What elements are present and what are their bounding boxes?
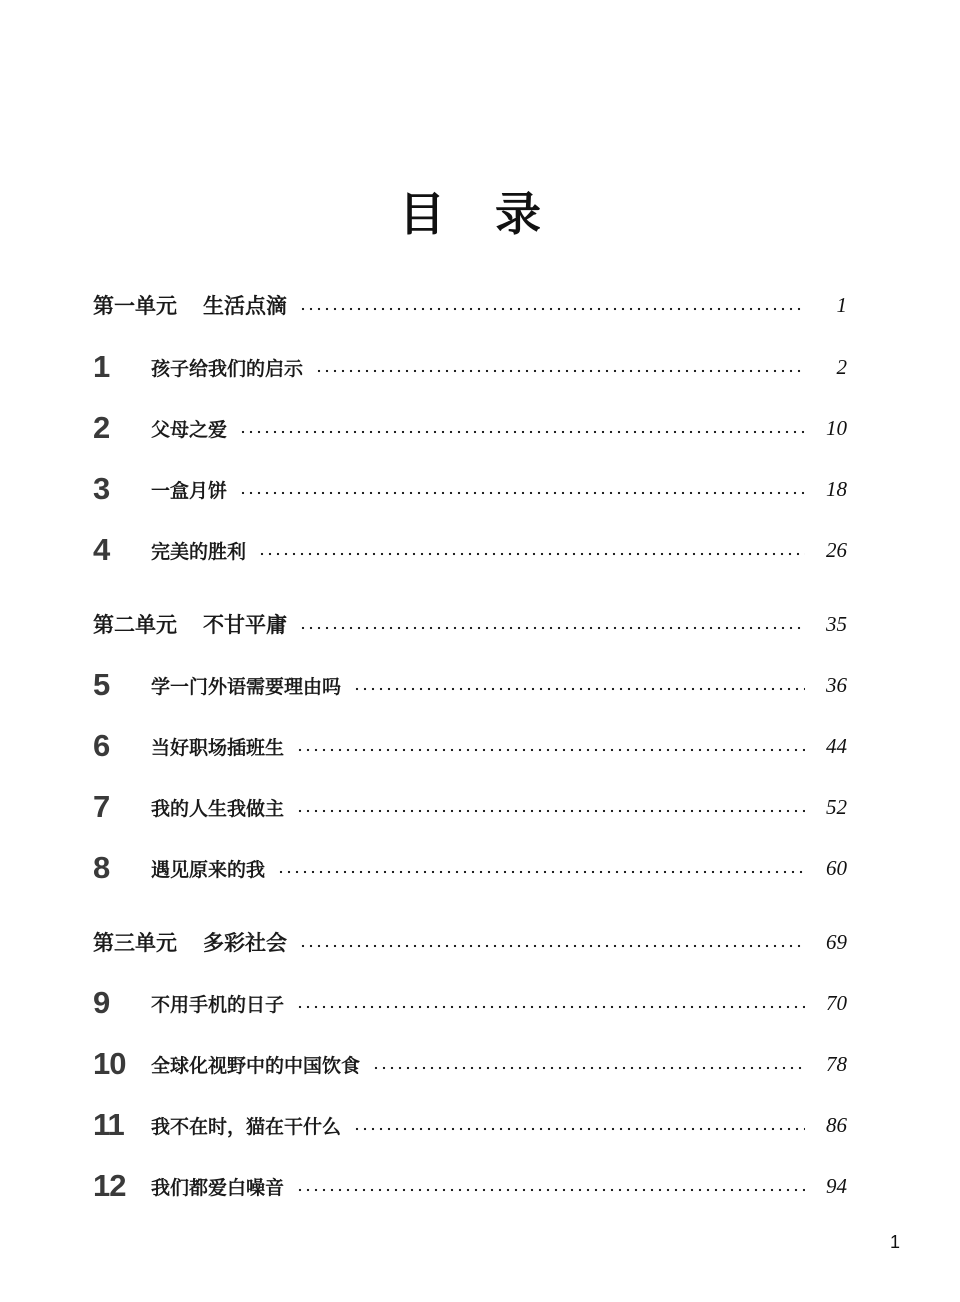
dot-leader — [239, 430, 805, 434]
toc-lesson-row[interactable] — [93, 729, 847, 763]
toc-lesson-row[interactable] — [93, 668, 847, 702]
lesson-number: 11 — [93, 1107, 124, 1142]
dot-leader — [239, 491, 805, 495]
title-char-1: 目 — [399, 187, 445, 241]
dot-leader — [299, 944, 805, 948]
lesson-title: 当好职场插班生 — [151, 736, 285, 759]
toc-lesson-row[interactable] — [93, 1169, 847, 1203]
lesson-number: 9 — [93, 985, 110, 1020]
unit-name: 不甘平庸 — [203, 613, 287, 637]
toc-unit-row[interactable] — [93, 607, 847, 641]
dot-leader — [296, 748, 805, 752]
page-number: 69 — [826, 929, 847, 954]
unit-label: 第一单元 — [93, 294, 177, 318]
lesson-number: 5 — [93, 667, 110, 702]
page-number: 78 — [826, 1051, 847, 1076]
dot-leader — [353, 1127, 805, 1131]
lesson-title: 学一门外语需要理由吗 — [151, 675, 342, 698]
toc-lesson-row[interactable] — [93, 986, 847, 1020]
toc-lesson-row[interactable] — [93, 350, 847, 384]
lesson-number: 3 — [93, 471, 110, 506]
lesson-number: 12 — [93, 1168, 126, 1203]
toc-lesson-row[interactable] — [93, 533, 847, 567]
unit-label: 第三单元 — [93, 931, 177, 955]
lesson-number: 4 — [93, 532, 110, 567]
page-number: 60 — [826, 855, 847, 880]
unit-label: 第二单元 — [93, 613, 177, 637]
dot-leader — [296, 809, 805, 813]
lesson-title: 完美的胜利 — [151, 540, 247, 563]
dot-leader — [258, 552, 805, 556]
dot-leader — [296, 1188, 805, 1192]
page-number: 70 — [826, 990, 847, 1015]
toc-lesson-row[interactable] — [93, 1108, 847, 1142]
lesson-title: 我们都爱白噪音 — [151, 1176, 285, 1199]
page-number: 36 — [826, 672, 847, 697]
page-number: 1 — [836, 292, 847, 317]
page-number: 94 — [826, 1173, 847, 1198]
page-folio: 1 — [890, 1232, 901, 1252]
lesson-title: 遇见原来的我 — [151, 858, 266, 881]
lesson-title: 我的人生我做主 — [151, 797, 285, 820]
page-number: 86 — [826, 1112, 847, 1137]
lesson-title: 全球化视野中的中国饮食 — [151, 1054, 361, 1077]
lesson-title: 父母之爱 — [151, 418, 228, 441]
dot-leader — [299, 307, 805, 311]
title-char-2: 录 — [495, 187, 541, 241]
unit-name: 多彩社会 — [203, 931, 287, 955]
lesson-title: 我不在时，猫在干什么 — [151, 1115, 342, 1138]
lesson-number: 10 — [93, 1046, 126, 1081]
lesson-number: 8 — [93, 850, 110, 885]
toc-lesson-row[interactable] — [93, 790, 847, 824]
lesson-number: 1 — [93, 349, 110, 384]
lesson-title: 孩子给我们的启示 — [151, 357, 304, 380]
toc-lesson-row[interactable] — [93, 411, 847, 445]
page-number: 35 — [826, 611, 847, 636]
page-number: 18 — [826, 476, 847, 501]
dot-leader — [353, 687, 805, 691]
lesson-title: 一盒月饼 — [151, 479, 228, 502]
lesson-title: 不用手机的日子 — [151, 993, 285, 1016]
page-number: 10 — [826, 415, 847, 440]
unit-name: 生活点滴 — [203, 294, 287, 318]
lesson-number: 2 — [93, 410, 110, 445]
toc-unit-row[interactable] — [93, 925, 847, 959]
page-number: 2 — [836, 354, 847, 379]
page-number: 52 — [826, 794, 847, 819]
page-number: 26 — [826, 537, 847, 562]
dot-leader — [315, 369, 805, 373]
toc-unit-row[interactable] — [93, 288, 847, 322]
toc-lesson-row[interactable] — [93, 851, 847, 885]
dot-leader — [372, 1066, 805, 1070]
page-title — [0, 178, 940, 244]
dot-leader — [296, 1005, 805, 1009]
dot-leader — [277, 870, 805, 874]
lesson-number: 6 — [93, 728, 110, 763]
toc-lesson-row[interactable] — [93, 472, 847, 506]
toc-lesson-row[interactable] — [93, 1047, 847, 1081]
dot-leader — [299, 626, 805, 630]
page-number: 44 — [826, 733, 847, 758]
lesson-number: 7 — [93, 789, 110, 824]
